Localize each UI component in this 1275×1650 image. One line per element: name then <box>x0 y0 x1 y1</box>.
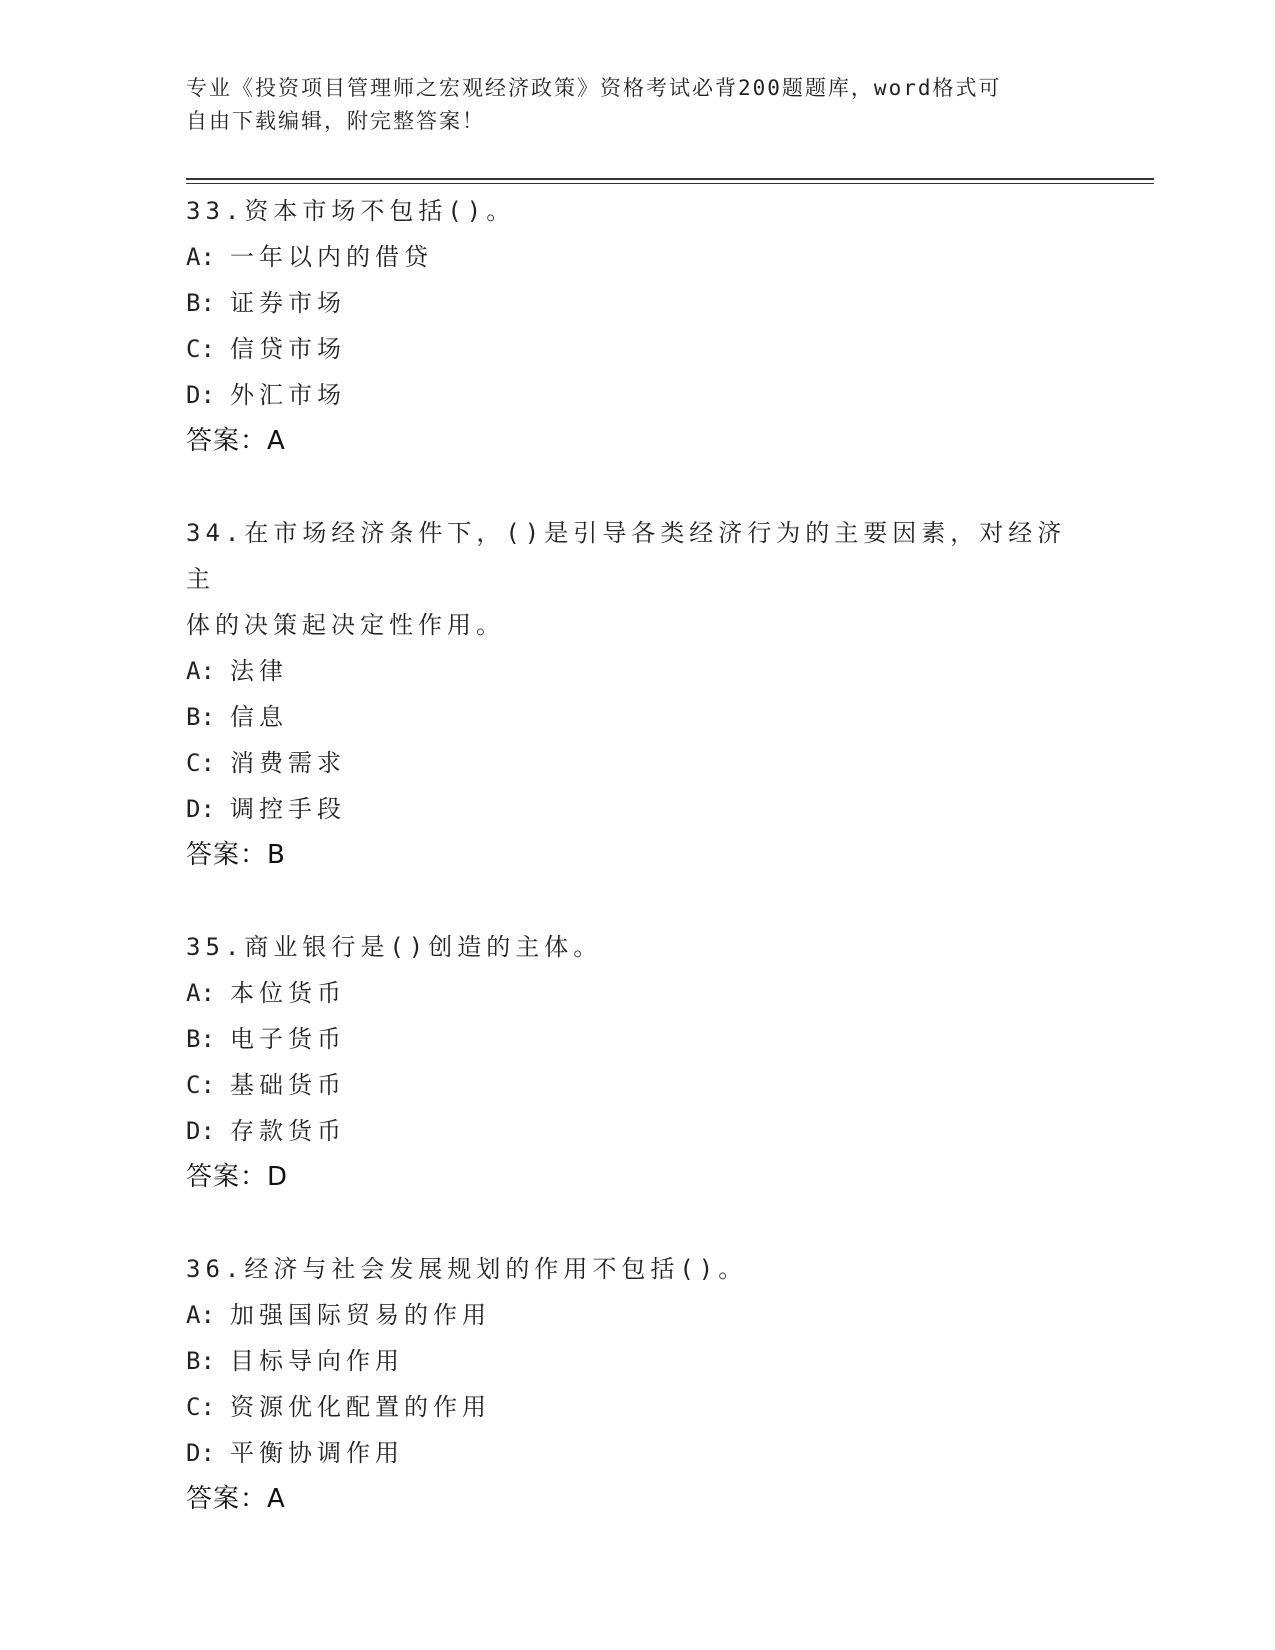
question-title-line-1: 34.在市场经济条件下，()是引导各类经济行为的主要因素，对经济主 <box>186 519 1067 593</box>
option-letter: B: <box>186 1347 215 1375</box>
question-36 <box>186 1246 1086 1522</box>
answer-line: 答案：B <box>186 840 286 870</box>
option-a <box>186 234 1086 280</box>
option-text: 法律 <box>230 657 288 685</box>
option-text: 外汇市场 <box>230 381 346 409</box>
option-c <box>186 740 1086 786</box>
option-text: 基础货币 <box>230 1071 346 1099</box>
document-header <box>186 72 1086 138</box>
option-d <box>186 1430 1086 1476</box>
option-letter: B: <box>186 703 215 731</box>
option-text: 存款货币 <box>230 1117 346 1145</box>
option-text: 调控手段 <box>230 795 346 823</box>
option-letter: B: <box>186 289 215 317</box>
option-text: 证券市场 <box>230 289 346 317</box>
option-letter: C: <box>186 1071 215 1099</box>
question-title: 33.资本市场不包括()。 <box>186 197 516 225</box>
option-c <box>186 1062 1086 1108</box>
option-text: 一年以内的借贷 <box>230 243 433 271</box>
option-text: 平衡协调作用 <box>230 1439 404 1467</box>
option-a <box>186 970 1086 1016</box>
answer-line: 答案：A <box>186 1484 286 1514</box>
option-c <box>186 1384 1086 1430</box>
option-letter: A: <box>186 243 215 271</box>
option-b <box>186 694 1086 740</box>
option-d <box>186 372 1086 418</box>
question-list <box>186 188 1086 1522</box>
option-letter: D: <box>186 1439 215 1467</box>
option-letter: B: <box>186 1025 215 1053</box>
header-divider-thin <box>186 183 1154 184</box>
option-d <box>186 786 1086 832</box>
option-text: 本位货币 <box>230 979 346 1007</box>
question-title-line-2: 体的决策起决定性作用。 <box>186 611 505 639</box>
option-letter: D: <box>186 795 215 823</box>
option-text: 信贷市场 <box>230 335 346 363</box>
question-33 <box>186 188 1086 464</box>
option-letter: C: <box>186 335 215 363</box>
option-a <box>186 648 1086 694</box>
option-d <box>186 1108 1086 1154</box>
header-line-1: 专业《投资项目管理师之宏观经济政策》资格考试必背200题题库，word格式可 <box>186 76 1002 100</box>
option-a <box>186 1292 1086 1338</box>
option-letter: A: <box>186 657 215 685</box>
question-34 <box>186 510 1086 878</box>
option-b <box>186 1338 1086 1384</box>
option-text: 消费需求 <box>230 749 346 777</box>
option-b <box>186 280 1086 326</box>
header-divider-thick <box>186 178 1154 180</box>
option-text: 资源优化配置的作用 <box>230 1393 491 1421</box>
option-text: 电子货币 <box>230 1025 346 1053</box>
header-line-2: 自由下载编辑，附完整答案！ <box>186 109 485 133</box>
option-letter: C: <box>186 749 215 777</box>
question-35 <box>186 924 1086 1200</box>
option-text: 加强国际贸易的作用 <box>230 1301 491 1329</box>
option-letter: A: <box>186 979 215 1007</box>
option-b <box>186 1016 1086 1062</box>
option-letter: D: <box>186 381 215 409</box>
option-text: 目标导向作用 <box>230 1347 404 1375</box>
answer-line: 答案：A <box>186 426 286 456</box>
question-title: 35.商业银行是()创造的主体。 <box>186 933 603 961</box>
option-letter: C: <box>186 1393 215 1421</box>
option-c <box>186 326 1086 372</box>
question-title: 36.经济与社会发展规划的作用不包括()。 <box>186 1255 748 1283</box>
option-letter: D: <box>186 1117 215 1145</box>
answer-line: 答案：D <box>186 1162 289 1192</box>
option-letter: A: <box>186 1301 215 1329</box>
option-text: 信息 <box>230 703 288 731</box>
